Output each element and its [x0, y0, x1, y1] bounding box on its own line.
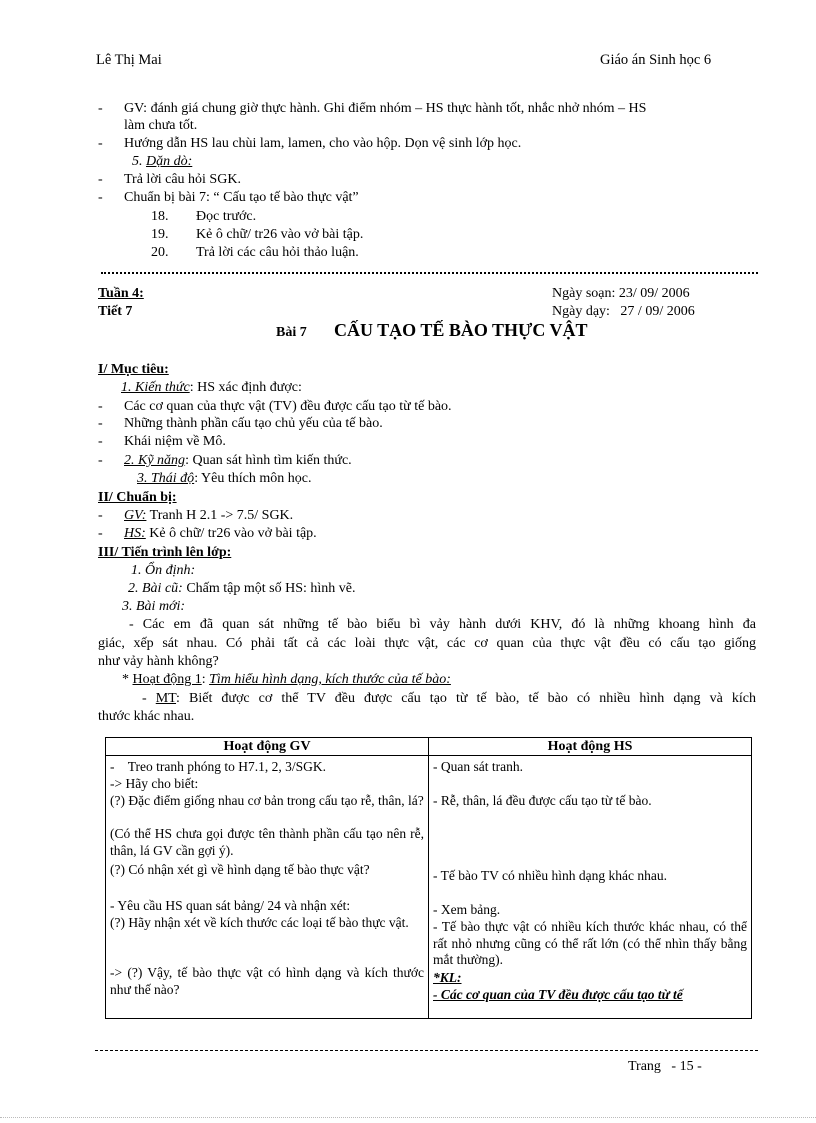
numbered-index: 18. [151, 209, 169, 224]
step-1: 1. Ổn định: [131, 563, 196, 578]
bullet-dash: - [98, 172, 103, 187]
hs-conclusion-label: *KL: [433, 970, 462, 985]
skills-line: 2. Kỹ năng: Quan sát hình tìm kiến thức. [124, 453, 352, 468]
list-item: Các cơ quan của thực vật (TV) đều được cấu tạo từ tế bào. [124, 399, 452, 414]
bullet-dash: - [98, 416, 103, 431]
gv-line: (?) Đặc điểm giống nhau cơ bản trong cấu tạo rễ, thân, lá? [110, 793, 424, 808]
gv-line: - Treo tranh phóng to H7.1, 2, 3/SGK. [110, 759, 327, 774]
bullet-dash: - [98, 453, 103, 468]
list-item: GV: đánh giá chung giờ thực hành. Ghi điểm nhóm – HS thực hành tốt, nhắc nhở nhóm – HS [124, 101, 647, 116]
objective-line: - MT: Biết được cơ thể TV đều được cấu tạo từ tế bào, tế bào có nhiều hình dạng và kích [142, 691, 756, 706]
numbered-text: Kẻ ô chữ/ tr26 vào vở bài tập. [196, 227, 364, 242]
gv-line: - Yêu cầu HS quan sát bảng/ 24 và nhận xét: [110, 898, 351, 913]
process-heading: III/ Tiến trình lên lớp: [98, 545, 232, 560]
page-bottom-edge [0, 1117, 816, 1118]
hs-cell [429, 756, 752, 1019]
hs-line: - Quan sát tranh. [433, 759, 523, 774]
bullet-dash: - [98, 508, 103, 523]
gv-line: (Có thể HS chưa gọi được tên thành phần cấu tạo nên rễ, thân, lá GV cần gợi ý). [110, 826, 424, 858]
numbered-text: Trả lời các câu hỏi thảo luận. [196, 245, 359, 260]
gv-line: -> (?) Vậy, tế bào thực vật có hình dạng và kích thước như thế nào? [110, 965, 424, 997]
objective-line: thước khác nhau. [98, 709, 195, 724]
bullet-dash: - [98, 101, 103, 116]
gv-line: -> Hãy cho biết: [110, 776, 199, 791]
bullet-dash: - [98, 136, 103, 151]
prep-date: Ngày soạn: 23/ 09/ 2006 [552, 286, 690, 301]
prep-heading: II/ Chuẩn bị: [98, 490, 177, 505]
list-item: Hướng dẫn HS lau chùi lam, lamen, cho vào hộp. Dọn vệ sinh lớp học. [124, 136, 522, 151]
list-item: Trả lời câu hỏi SGK. [124, 172, 241, 187]
activity-table [105, 737, 752, 1019]
numbered-index: 20. [151, 245, 169, 260]
footer-separator [95, 1050, 758, 1051]
prep-hs: HS: Kẻ ô chữ/ tr26 vào vở bài tập. [124, 526, 317, 541]
list-item: Những thành phần cấu tạo chủ yếu của tế bào. [124, 416, 383, 431]
knowledge-line: 1. Kiến thức: HS xác định được: [121, 380, 302, 395]
gv-cell [106, 756, 429, 1019]
header-author: Lê Thị Mai [96, 52, 162, 68]
list-item-cont: làm chưa tốt. [124, 118, 198, 133]
gv-line: (?) Có nhận xét gì về hình dạng tế bào thực vật? [110, 862, 370, 877]
hs-line: - Tế bào thực vật có nhiều kích thước khác nhau, có thể rất nhỏ nhưng cũng có thể rất lớn (có thể nhìn thấy bằng mắt thường). [433, 919, 747, 967]
bullet-dash: - [98, 526, 103, 541]
bullet-dash: - [98, 434, 103, 449]
hs-conclusion-text: - Các cơ quan của TV đều được cấu tạo từ tế [433, 987, 683, 1002]
week-label: Tuần 4: [98, 286, 144, 301]
step-3: 3. Bài mới: [122, 599, 186, 614]
list-item: Khái niệm về Mô. [124, 434, 226, 449]
dotted-separator [101, 272, 758, 274]
intro-line: - Các em đã quan sát những tế bào biểu bì vảy hành dưới KHV, đó là những khoang hình đa [129, 617, 756, 632]
prep-gv: GV: Tranh H 2.1 -> 7.5/ SGK. [124, 508, 294, 523]
dando-heading: 5. Dặn dò: [132, 154, 193, 169]
list-item: Chuẩn bị bài 7: “ Cấu tạo tế bào thực vật” [124, 190, 359, 205]
hs-line: - Xem bảng. [433, 902, 501, 917]
intro-line: như vảy hành không? [98, 654, 219, 669]
column-header-hs: Hoạt động HS [429, 738, 752, 756]
hs-line: - Tế bào TV có nhiều hình dạng khác nhau. [433, 868, 667, 883]
step-2: 2. Bài cũ: Chấm tập một số HS: hình vẽ. [128, 581, 356, 596]
column-header-gv: Hoạt động GV [106, 738, 429, 756]
bullet-dash: - [98, 399, 103, 414]
bullet-dash: - [98, 190, 103, 205]
teach-date: Ngày dạy: 27 / 09/ 2006 [552, 304, 695, 319]
numbered-text: Đọc trước. [196, 209, 257, 224]
page-number: Trang - 15 - [628, 1059, 702, 1074]
lesson-number: Bài 7 [276, 325, 307, 340]
intro-line: giác, xếp sát nhau. Có phải tất cả các loài thực vật, các cơ quan của thực vật đều có cấu tạo giống [98, 636, 756, 651]
lesson-title: CẤU TẠO TẾ BÀO THỰC VẬT [334, 320, 588, 340]
header-subject: Giáo án Sinh học 6 [600, 52, 712, 68]
gv-line: (?) Hãy nhận xét về kích thước các loại tế bào thực vật. [110, 915, 409, 930]
attitude-line: 3. Thái độ: Yêu thích môn học. [137, 471, 312, 486]
period-label: Tiết 7 [98, 304, 133, 319]
activity-heading: * Hoạt động 1: Tìm hiểu hình dạng, kích thước của tế bào: [122, 672, 451, 687]
numbered-index: 19. [151, 227, 169, 242]
hs-line: - Rễ, thân, lá đều được cấu tạo từ tế bào. [433, 793, 652, 808]
objectives-heading: I/ Mục tiêu: [98, 362, 169, 377]
